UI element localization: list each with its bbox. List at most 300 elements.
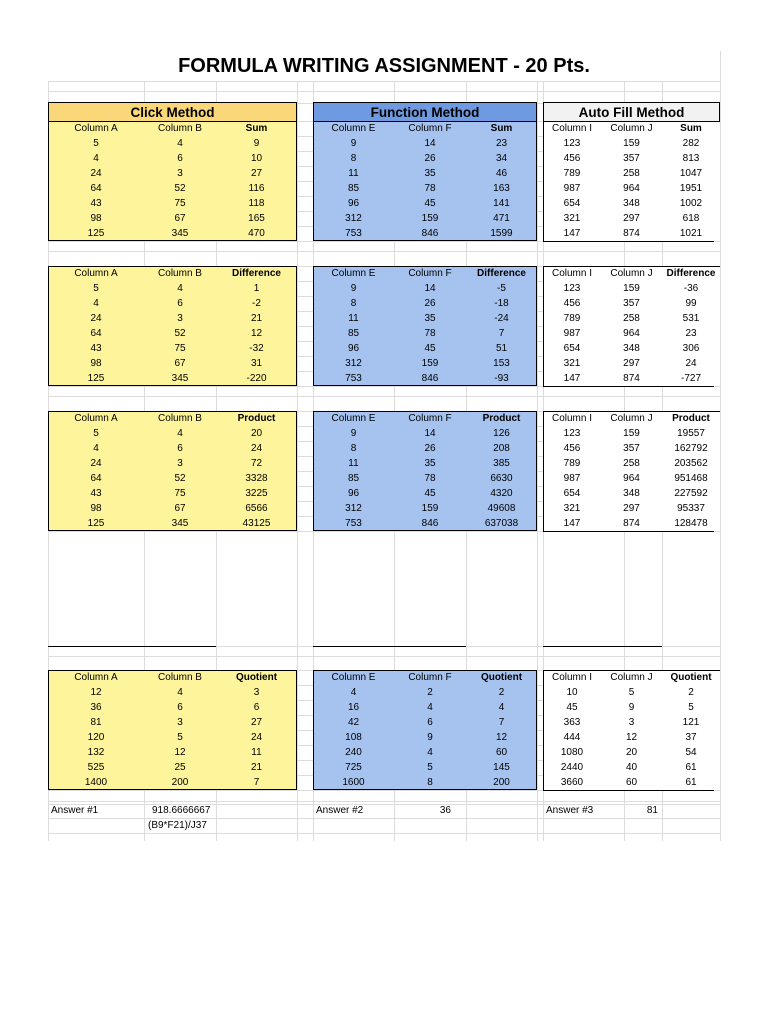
table-cell[interactable]: -18	[466, 296, 537, 311]
table-cell[interactable]: 789	[543, 166, 601, 181]
table-cell[interactable]: 14	[394, 281, 466, 296]
table-cell[interactable]: 147	[543, 226, 601, 241]
table-cell[interactable]: 297	[601, 356, 662, 371]
table-cell[interactable]: 531	[662, 311, 720, 326]
table-cell[interactable]: 159	[394, 501, 466, 516]
table-cell[interactable]: 49608	[466, 501, 537, 516]
column-header[interactable]: Quotient	[662, 670, 720, 685]
column-header[interactable]: Column I	[543, 121, 601, 136]
table-cell[interactable]: 163	[466, 181, 537, 196]
answer-1-label: Answer #1	[51, 805, 99, 816]
table-cell[interactable]: 96	[313, 486, 394, 501]
table-cell[interactable]: 4	[466, 700, 537, 715]
section-rule	[543, 646, 662, 647]
table-cell[interactable]: 40	[601, 760, 662, 775]
table-cell[interactable]: 6	[144, 700, 216, 715]
table-3-3	[543, 411, 720, 531]
table-cell[interactable]: 21	[216, 760, 297, 775]
table-cell[interactable]: 9	[601, 700, 662, 715]
table-cell[interactable]: 618	[662, 211, 720, 226]
table-cell[interactable]: 61	[662, 760, 720, 775]
table-cell[interactable]: 10	[216, 151, 297, 166]
table-cell[interactable]: 4	[48, 296, 144, 311]
table-cell[interactable]: 5	[144, 730, 216, 745]
table-cell[interactable]: 67	[144, 501, 216, 516]
table-cell[interactable]: 12	[601, 730, 662, 745]
table-cell[interactable]: 987	[543, 471, 601, 486]
table-cell[interactable]: 24	[48, 456, 144, 471]
table-cell[interactable]: 116	[216, 181, 297, 196]
column-header[interactable]: Column A	[48, 266, 144, 281]
table-cell[interactable]: 147	[543, 371, 601, 386]
table-cell[interactable]: 456	[543, 441, 601, 456]
table-cell[interactable]: 6630	[466, 471, 537, 486]
table-cell[interactable]: 363	[543, 715, 601, 730]
column-header[interactable]: Column I	[543, 670, 601, 685]
column-header[interactable]: Column J	[601, 266, 662, 281]
table-cell[interactable]: 2440	[543, 760, 601, 775]
table-cell[interactable]: 123	[543, 136, 601, 151]
table-cell[interactable]: 52	[144, 326, 216, 341]
table-cell[interactable]: 26	[394, 151, 466, 166]
table-cell[interactable]: 85	[313, 181, 394, 196]
table-cell[interactable]: 306	[662, 341, 720, 356]
table-cell[interactable]: 11	[313, 311, 394, 326]
table-cell[interactable]: 208	[466, 441, 537, 456]
column-header[interactable]: Difference	[216, 266, 297, 281]
table-cell[interactable]: 3	[144, 715, 216, 730]
table-cell[interactable]: 7	[466, 326, 537, 341]
column-header[interactable]: Column F	[394, 121, 466, 136]
table-cell[interactable]: 5	[394, 760, 466, 775]
table-cell[interactable]: 4	[144, 281, 216, 296]
table-cell[interactable]: 16	[313, 700, 394, 715]
column-header[interactable]: Column I	[543, 266, 601, 281]
table-cell[interactable]: 227592	[662, 486, 720, 501]
column-header[interactable]: Product	[662, 411, 720, 426]
column-header[interactable]: Column E	[313, 121, 394, 136]
table-cell[interactable]: 121	[662, 715, 720, 730]
column-header[interactable]: Column J	[601, 670, 662, 685]
table-cell[interactable]: 6	[144, 151, 216, 166]
answer-2-value[interactable]: 36	[439, 805, 451, 816]
section-rule	[313, 646, 466, 647]
table-cell[interactable]: 52	[144, 181, 216, 196]
table-cell[interactable]: 118	[216, 196, 297, 211]
table-cell[interactable]: 9	[394, 730, 466, 745]
table-cell[interactable]: 297	[601, 211, 662, 226]
table-cell[interactable]: 153	[466, 356, 537, 371]
table-cell[interactable]: 654	[543, 196, 601, 211]
table-cell[interactable]: 3225	[216, 486, 297, 501]
table-cell[interactable]: 36	[48, 700, 144, 715]
table-cell[interactable]: 108	[313, 730, 394, 745]
column-header[interactable]: Column B	[144, 121, 216, 136]
table-cell[interactable]: 951468	[662, 471, 720, 486]
table-cell[interactable]: 120	[48, 730, 144, 745]
table-cell[interactable]: -727	[662, 371, 720, 386]
table-cell[interactable]: -36	[662, 281, 720, 296]
table-cell[interactable]: 6	[144, 296, 216, 311]
table-cell[interactable]: 321	[543, 211, 601, 226]
table-cell[interactable]: 8	[394, 775, 466, 790]
table-cell[interactable]: 125	[48, 371, 144, 386]
table-cell[interactable]: 125	[48, 226, 144, 241]
table-cell[interactable]: -93	[466, 371, 537, 386]
table-cell[interactable]: 54	[662, 745, 720, 760]
table-cell[interactable]: 96	[313, 341, 394, 356]
table-cell[interactable]: 45	[394, 486, 466, 501]
table-cell[interactable]: 46	[466, 166, 537, 181]
table-cell[interactable]: 26	[394, 441, 466, 456]
column-header[interactable]: Quotient	[466, 670, 537, 685]
column-header[interactable]: Column E	[313, 411, 394, 426]
column-header[interactable]: Column J	[601, 121, 662, 136]
table-cell[interactable]: 75	[144, 486, 216, 501]
table-cell[interactable]: 470	[216, 226, 297, 241]
column-header[interactable]: Column B	[144, 670, 216, 685]
table-cell[interactable]: 312	[313, 356, 394, 371]
table-cell[interactable]: -2	[216, 296, 297, 311]
table-cell[interactable]: 2	[466, 685, 537, 700]
table-cell[interactable]: 12	[144, 745, 216, 760]
table-cell[interactable]: 753	[313, 226, 394, 241]
column-header[interactable]: Quotient	[216, 670, 297, 685]
table-4-1	[48, 670, 297, 790]
table-cell[interactable]: 348	[601, 196, 662, 211]
table-cell[interactable]: 14	[394, 426, 466, 441]
table-cell[interactable]: 159	[601, 426, 662, 441]
table-cell[interactable]: 348	[601, 486, 662, 501]
table-cell[interactable]: 654	[543, 341, 601, 356]
table-cell[interactable]: 3	[601, 715, 662, 730]
table-cell[interactable]: 81	[48, 715, 144, 730]
table-cell[interactable]: 3	[144, 166, 216, 181]
table-cell[interactable]: 1	[216, 281, 297, 296]
table-cell[interactable]: 964	[601, 471, 662, 486]
table-cell[interactable]: 75	[144, 341, 216, 356]
table-cell[interactable]: 9	[313, 426, 394, 441]
table-cell[interactable]: 165	[216, 211, 297, 226]
table-cell[interactable]: 4	[313, 685, 394, 700]
table-cell[interactable]: 345	[144, 516, 216, 531]
table-cell[interactable]: 64	[48, 471, 144, 486]
table-cell[interactable]: 789	[543, 456, 601, 471]
table-cell[interactable]: 1400	[48, 775, 144, 790]
table-cell[interactable]: 348	[601, 341, 662, 356]
table-cell[interactable]: 4	[144, 685, 216, 700]
table-cell[interactable]: 27	[216, 166, 297, 181]
table-cell[interactable]: 5	[48, 136, 144, 151]
table-cell[interactable]: 12	[48, 685, 144, 700]
table-cell[interactable]: 3328	[216, 471, 297, 486]
table-cell[interactable]: 753	[313, 516, 394, 531]
table-cell[interactable]: 357	[601, 151, 662, 166]
table-cell[interactable]: 96	[313, 196, 394, 211]
table-cell[interactable]: 2	[394, 685, 466, 700]
table-cell[interactable]: 3	[144, 311, 216, 326]
answer-2-label: Answer #2	[316, 805, 364, 816]
table-cell[interactable]: 12	[216, 326, 297, 341]
table-cell[interactable]: 5	[662, 700, 720, 715]
table-cell[interactable]: 725	[313, 760, 394, 775]
column-header[interactable]: Column F	[394, 266, 466, 281]
table-cell[interactable]: 43	[48, 341, 144, 356]
table-cell[interactable]: 8	[313, 296, 394, 311]
table-cell[interactable]: 312	[313, 501, 394, 516]
table-cell[interactable]: 60	[466, 745, 537, 760]
table-cell[interactable]: -220	[216, 371, 297, 386]
table-cell[interactable]: 23	[466, 136, 537, 151]
table-cell[interactable]: 846	[394, 516, 466, 531]
table-cell[interactable]: 4	[394, 745, 466, 760]
table-cell[interactable]: 6	[144, 441, 216, 456]
table-cell[interactable]: 147	[543, 516, 601, 531]
table-cell[interactable]: 258	[601, 456, 662, 471]
table-cell[interactable]: 258	[601, 166, 662, 181]
table-cell[interactable]: 4	[144, 426, 216, 441]
table-cell[interactable]: 85	[313, 326, 394, 341]
table-cell[interactable]: 64	[48, 326, 144, 341]
table-cell[interactable]: 85	[313, 471, 394, 486]
table-cell[interactable]: 19557	[662, 426, 720, 441]
table-cell[interactable]: 964	[601, 181, 662, 196]
table-cell[interactable]: 282	[662, 136, 720, 151]
table-cell[interactable]: 159	[394, 211, 466, 226]
table-cell[interactable]: 20	[601, 745, 662, 760]
table-cell[interactable]: 654	[543, 486, 601, 501]
table-cell[interactable]: 43125	[216, 516, 297, 531]
table-cell[interactable]: 3660	[543, 775, 601, 790]
table-cell[interactable]: 98	[48, 356, 144, 371]
table-cell[interactable]: 200	[466, 775, 537, 790]
table-cell[interactable]: 24	[216, 441, 297, 456]
table-cell[interactable]: 35	[394, 311, 466, 326]
table-cell[interactable]: 4	[48, 151, 144, 166]
table-cell[interactable]: 45	[543, 700, 601, 715]
table-cell[interactable]: 98	[48, 501, 144, 516]
table-cell[interactable]: 72	[216, 456, 297, 471]
table-cell[interactable]: -32	[216, 341, 297, 356]
table-cell[interactable]: 5	[48, 426, 144, 441]
column-header[interactable]: Sum	[466, 121, 537, 136]
column-header[interactable]: Column B	[144, 266, 216, 281]
table-cell[interactable]: 6566	[216, 501, 297, 516]
table-cell[interactable]: 31	[216, 356, 297, 371]
column-header[interactable]: Column A	[48, 670, 144, 685]
table-cell[interactable]: 12	[466, 730, 537, 745]
table-cell[interactable]: 846	[394, 226, 466, 241]
table-cell[interactable]: 42	[313, 715, 394, 730]
table-cell[interactable]: 24	[48, 311, 144, 326]
table-cell[interactable]: 444	[543, 730, 601, 745]
table-cell[interactable]: 345	[144, 226, 216, 241]
column-header[interactable]: Sum	[662, 121, 720, 136]
table-cell[interactable]: 8	[313, 441, 394, 456]
table-cell[interactable]: 9	[313, 281, 394, 296]
table-cell[interactable]: 1600	[313, 775, 394, 790]
table-cell[interactable]: 846	[394, 371, 466, 386]
table-cell[interactable]: 1080	[543, 745, 601, 760]
table-cell[interactable]: 357	[601, 441, 662, 456]
table-cell[interactable]: 312	[313, 211, 394, 226]
table-cell[interactable]: 321	[543, 356, 601, 371]
table-cell[interactable]: 471	[466, 211, 537, 226]
table-cell[interactable]: 10	[543, 685, 601, 700]
table-cell[interactable]: 3	[144, 456, 216, 471]
table-cell[interactable]: 3	[216, 685, 297, 700]
table-cell[interactable]: 123	[543, 281, 601, 296]
table-cell[interactable]: 60	[601, 775, 662, 790]
table-1-1	[48, 105, 297, 241]
table-cell[interactable]: 75	[144, 196, 216, 211]
table-cell[interactable]: 1951	[662, 181, 720, 196]
table-cell[interactable]: 45	[394, 341, 466, 356]
table-cell[interactable]: 162792	[662, 441, 720, 456]
table-cell[interactable]: 159	[601, 281, 662, 296]
table-cell[interactable]: 456	[543, 151, 601, 166]
table-cell[interactable]: 159	[601, 136, 662, 151]
table-cell[interactable]: 67	[144, 211, 216, 226]
table-cell[interactable]: 24	[48, 166, 144, 181]
table-cell[interactable]: 24	[216, 730, 297, 745]
table-cell[interactable]: 4	[394, 700, 466, 715]
table-cell[interactable]: 637038	[466, 516, 537, 531]
table-cell[interactable]: 11	[313, 456, 394, 471]
table-cell[interactable]: 126	[466, 426, 537, 441]
table-cell[interactable]: -24	[466, 311, 537, 326]
table-cell[interactable]: 95337	[662, 501, 720, 516]
table-cell[interactable]: 141	[466, 196, 537, 211]
table-cell[interactable]: 43	[48, 486, 144, 501]
column-header[interactable]: Column E	[313, 266, 394, 281]
table-cell[interactable]: 4320	[466, 486, 537, 501]
table-cell[interactable]: 4	[144, 136, 216, 151]
table-cell[interactable]: 51	[466, 341, 537, 356]
table-cell[interactable]: 813	[662, 151, 720, 166]
table-cell[interactable]: 52	[144, 471, 216, 486]
table-cell[interactable]: 125	[48, 516, 144, 531]
table-cell[interactable]: 45	[394, 196, 466, 211]
table-cell[interactable]: 1002	[662, 196, 720, 211]
table-cell[interactable]: 37	[662, 730, 720, 745]
table-cell[interactable]: 2	[662, 685, 720, 700]
table-cell[interactable]: 525	[48, 760, 144, 775]
table-cell[interactable]: 132	[48, 745, 144, 760]
table-cell[interactable]: 357	[601, 296, 662, 311]
table-cell[interactable]: 874	[601, 371, 662, 386]
table-cell[interactable]: 14	[394, 136, 466, 151]
column-header[interactable]: Sum	[216, 121, 297, 136]
table-cell[interactable]: 297	[601, 501, 662, 516]
column-header[interactable]: Column I	[543, 411, 601, 426]
table-cell[interactable]: 1047	[662, 166, 720, 181]
answer-3-value[interactable]: 81	[646, 805, 658, 816]
table-cell[interactable]: 26	[394, 296, 466, 311]
column-header[interactable]: Product	[466, 411, 537, 426]
table-cell[interactable]: 200	[144, 775, 216, 790]
table-cell[interactable]: 78	[394, 181, 466, 196]
method-header-3: Auto Fill Method	[543, 102, 720, 121]
table-cell[interactable]: 240	[313, 745, 394, 760]
table-cell[interactable]: 11	[216, 745, 297, 760]
table-cell[interactable]: 258	[601, 311, 662, 326]
table-cell[interactable]: 43	[48, 196, 144, 211]
table-cell[interactable]: 11	[313, 166, 394, 181]
column-header[interactable]: Column A	[48, 411, 144, 426]
table-cell[interactable]: 128478	[662, 516, 720, 531]
table-cell[interactable]: 99	[662, 296, 720, 311]
table-cell[interactable]: 964	[601, 326, 662, 341]
column-header[interactable]: Product	[216, 411, 297, 426]
column-header[interactable]: Column F	[394, 411, 466, 426]
table-cell[interactable]: 7	[466, 715, 537, 730]
table-cell[interactable]: 159	[394, 356, 466, 371]
table-cell[interactable]: 6	[394, 715, 466, 730]
table-cell[interactable]: 25	[144, 760, 216, 775]
answer-1-value[interactable]: 918.6666667	[152, 805, 211, 816]
table-cell[interactable]: 1021	[662, 226, 720, 241]
table-cell[interactable]: 1599	[466, 226, 537, 241]
table-cell[interactable]: 35	[394, 456, 466, 471]
table-cell[interactable]: 874	[601, 226, 662, 241]
table-cell[interactable]: 5	[48, 281, 144, 296]
table-cell[interactable]: 874	[601, 516, 662, 531]
table-cell[interactable]: 145	[466, 760, 537, 775]
table-cell[interactable]: 6	[216, 700, 297, 715]
table-cell[interactable]: 21	[216, 311, 297, 326]
table-cell[interactable]: 9	[313, 136, 394, 151]
column-header[interactable]: Column A	[48, 121, 144, 136]
table-cell[interactable]: 98	[48, 211, 144, 226]
table-cell[interactable]: 78	[394, 471, 466, 486]
table-cell[interactable]: 9	[216, 136, 297, 151]
column-header[interactable]: Column J	[601, 411, 662, 426]
table-cell[interactable]: 753	[313, 371, 394, 386]
table-cell[interactable]: 35	[394, 166, 466, 181]
column-header[interactable]: Column F	[394, 670, 466, 685]
table-cell[interactable]: 987	[543, 181, 601, 196]
table-cell[interactable]: 27	[216, 715, 297, 730]
table-cell[interactable]: 456	[543, 296, 601, 311]
table-cell[interactable]: 20	[216, 426, 297, 441]
table-cell[interactable]: 34	[466, 151, 537, 166]
table-cell[interactable]: 345	[144, 371, 216, 386]
table-cell[interactable]: 5	[601, 685, 662, 700]
column-header[interactable]: Column E	[313, 670, 394, 685]
table-cell[interactable]: 321	[543, 501, 601, 516]
table-cell[interactable]: 23	[662, 326, 720, 341]
table-cell[interactable]: 203562	[662, 456, 720, 471]
table-cell[interactable]: 7	[216, 775, 297, 790]
table-cell[interactable]: 123	[543, 426, 601, 441]
column-header[interactable]: Difference	[466, 266, 537, 281]
table-cell[interactable]: 4	[48, 441, 144, 456]
table-cell[interactable]: 987	[543, 326, 601, 341]
column-header[interactable]: Difference	[662, 266, 720, 281]
table-cell[interactable]: 61	[662, 775, 720, 790]
table-cell[interactable]: 67	[144, 356, 216, 371]
table-cell[interactable]: 789	[543, 311, 601, 326]
column-header[interactable]: Column B	[144, 411, 216, 426]
table-cell[interactable]: 64	[48, 181, 144, 196]
table-cell[interactable]: 78	[394, 326, 466, 341]
table-cell[interactable]: -5	[466, 281, 537, 296]
table-cell[interactable]: 8	[313, 151, 394, 166]
table-cell[interactable]: 385	[466, 456, 537, 471]
table-cell[interactable]: 24	[662, 356, 720, 371]
table-bottom-line	[543, 790, 714, 791]
